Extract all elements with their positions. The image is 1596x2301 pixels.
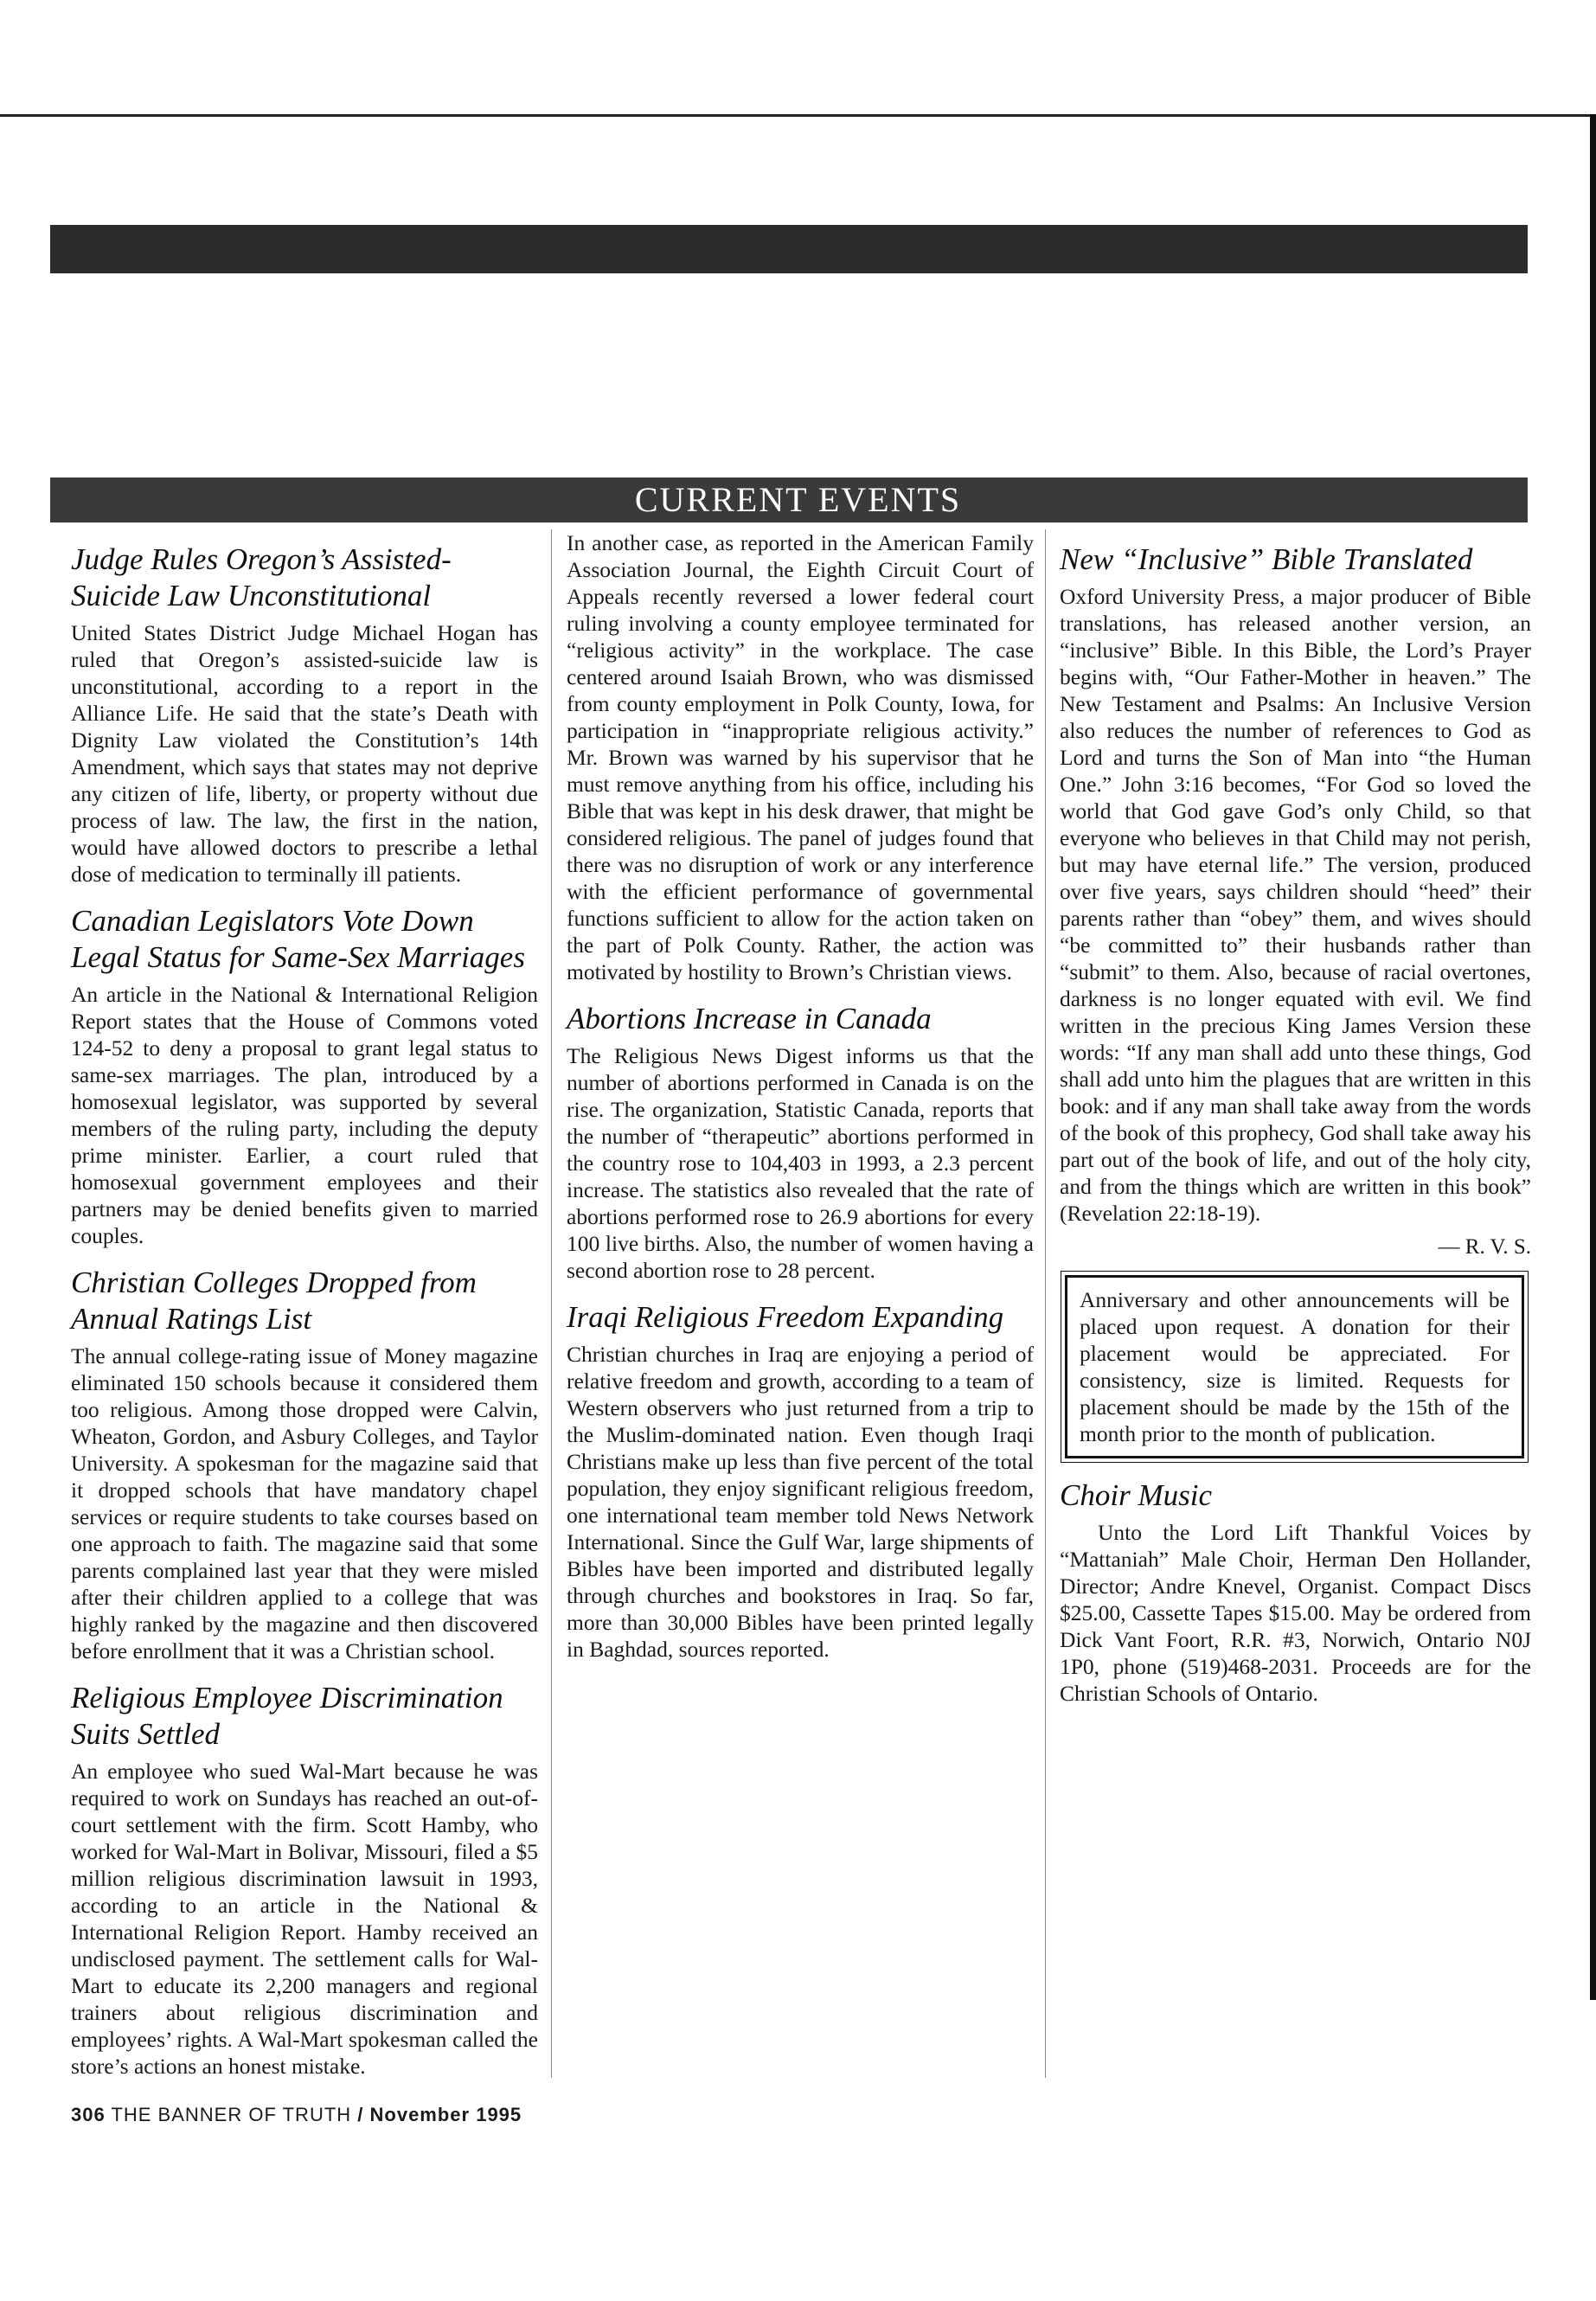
column-1 <box>71 529 538 2092</box>
article-title: Abortions Increase in Canada <box>567 1002 932 1035</box>
section-title-text: CURRENT EVENTS <box>614 480 982 519</box>
article-title: Choir Music <box>1060 1478 1212 1512</box>
announcement-text: Anniversary and other announcements will be placed upon request. A donation for their placement would be appreciated. For consistency, size is limited. Requests for placement should be made by the 15th of the month prior to the month of publication. <box>1080 1287 1509 1446</box>
column-2 <box>567 529 1034 1675</box>
top-rule <box>0 114 1596 117</box>
article-title: Religious Employee Discrimination Suits Settled <box>71 1681 503 1751</box>
article-body: Christian churches in Iraq are enjoying a period of relative freedom and growth, according to a team of Western observers who just returned from a trip to the Muslim-dominated nation. Even though Iraqi Christians make up less than five percent of the total population, they enjoy significant religious freedom, one international team member told News Network International. Since the Gulf War, large shipments of Bibles have been imported and distributed legally through churches and bookstores in Iraq. So far, more than 30,000 Bibles have been printed legally in Baghdad, sources reported. <box>567 1342 1034 1662</box>
page-edge-shadow <box>1590 114 1596 2000</box>
article-body: An employee who sued Wal-Mart because he was required to work on Sundays has reached an out-of-court settlement with the firm. Scott Hamby, who worked for Wal-Mart in Bolivar, Missouri, filed a $5 million religious discrimination lawsuit in 1993, according to an article in the National & International Religion Report. Hamby received an undisclosed payment. The settlement calls for Wal-Mart to educate its 2,200 managers and regional trainers about religious discrimination and employees’ rights. A Wal-Mart spokesman called the store’s actions an honest mistake. <box>71 1759 538 2079</box>
article-body: In another case, as reported in the American Family Association Journal, the Eighth Circuit Court of Appeals recently reversed a lower federal court ruling involving a county employee terminated for “religious activity” in the workplace. The case centered around Isaiah Brown, who was dismissed from county employment in Polk County, Iowa, for participation in “inappropriate religious activity.” Mr. Brown was warned by his supervisor that he must remove anything from his office, including his Bible that was kept in his desk drawer, that might be considered religious. The panel of judges found that there was no disruption of work or any interference with the efficient performance of governmental functions sufficient to allow for the action taken on the part of Polk County. Rather, the action was motivated by hostility to Brown’s Christian views. <box>567 530 1034 984</box>
article-title: Iraqi Religious Freedom Expanding <box>567 1300 1004 1334</box>
issue-date: / November 1995 <box>357 2104 522 2125</box>
decorative-band <box>50 225 1528 273</box>
article-title: Judge Rules Oregon’s Assisted-Suicide Law Unconstitutional <box>71 542 452 612</box>
page-footer <box>71 2104 522 2126</box>
section-title <box>0 474 1596 526</box>
publication-name: THE BANNER OF TRUTH <box>111 2104 352 2125</box>
page-number: 306 <box>71 2104 106 2125</box>
article-body: An article in the National & International Religion Report states that the House of Commons voted 124-52 to deny a proposal to grant legal status to same-sex marriages. The plan, introduced by a homosexual legislator, was supported by several members of the ruling party, including the deputy prime minister. Earlier, a court ruled that homosexual government employees and their partners may be denied benefits given to married couples. <box>71 982 538 1248</box>
article-body: Unto the Lord Lift Thankful Voices by “Mattaniah” Male Choir, Herman Den Hollander, Director; Andre Knevel, Organist. Compact Discs $25.00, Cassette Tapes $15.00. May be ordered from Dick Vant Foort, R.R. #3, Norwich, Ontario N0J 1P0, phone (519)468-2031. Proceeds are for the Christian Schools of Ontario. <box>1060 1520 1531 1706</box>
author-signature: — R. V. S. <box>1438 1235 1531 1259</box>
announcement-box <box>1065 1275 1524 1458</box>
article-body: United States District Judge Michael Hogan has ruled that Oregon’s assisted-suicide law is unconstitutional, according to a report in the Alliance Life. He said that the state’s Death with Dignity Law violated the Constitution’s 14th Amendment, which says that states may not deprive any citizen of life, liberty, or property without due process of law. The law, the first in the nation, would have allowed doctors to prescribe a lethal dose of medication to terminally ill patients. <box>71 620 538 887</box>
article-title: Christian Colleges Dropped from Annual Ratings List <box>71 1266 477 1336</box>
column-divider <box>1045 529 1046 2078</box>
article-title: New “Inclusive” Bible Translated <box>1060 542 1473 576</box>
article-body: The annual college-rating issue of Money magazine eliminated 150 schools because it considered them too religious. Among those dropped were Calvin, Wheaton, Gordon, and Asbury Colleges, and Taylor University. A spokesman for the magazine said that it dropped schools that have mandatory chapel services or require students to take courses based on one approach to faith. The magazine said that some parents complained last year that they were misled after their children applied to a college that was highly ranked by the magazine and then discovered before enrollment that it was a Christian school. <box>71 1343 538 1663</box>
column-3 <box>1060 529 1531 1719</box>
column-divider <box>551 529 552 2078</box>
article-title: Canadian Legislators Vote Down Legal Status for Same-Sex Marriages <box>71 904 525 974</box>
article-body: The Religious News Digest informs us that the number of abortions performed in Canada is on the rise. The organization, Statistic Canada, reports that the number of “therapeutic” abortions performed in the country rose to 104,403 in 1993, a 2.3 percent increase. The statistics also revealed that the rate of abortions performed rose to 26.9 abortions for every 100 live births. Also, the number of women having a second abortion rose to 28 percent. <box>567 1043 1034 1283</box>
article-body: Oxford University Press, a major producer of Bible translations, has released another version, an “inclusive” Bible. In this Bible, the Lord’s Prayer begins with, “Our Father-Mother in heaven.” The New Testament and Psalms: An Inclusive Version also reduces the number of references to God as Lord and turns the Son of Man into “the Human One.” John 3:16 becomes, “For God so loved the world that God gave God’s only Child, so that everyone who believes in that Child may not perish, but may have eternal life.” The version, produced over five years, says children should “heed” their parents rather than “obey” them, and wives should “be committed to” their husbands rather than “submit” to them. Also, because of racial overtones, darkness is no longer equated with evil. We find written in the precious King James Version these words: “If any man shall add unto these things, God shall add unto him the plagues that are written in this book: and if any man shall take away from the words of the book of this prophecy, God shall take away his part out of the book of life, and out of the holy city, and from the things which are written in this book” (Revelation 22:18-19). <box>1060 584 1531 1226</box>
